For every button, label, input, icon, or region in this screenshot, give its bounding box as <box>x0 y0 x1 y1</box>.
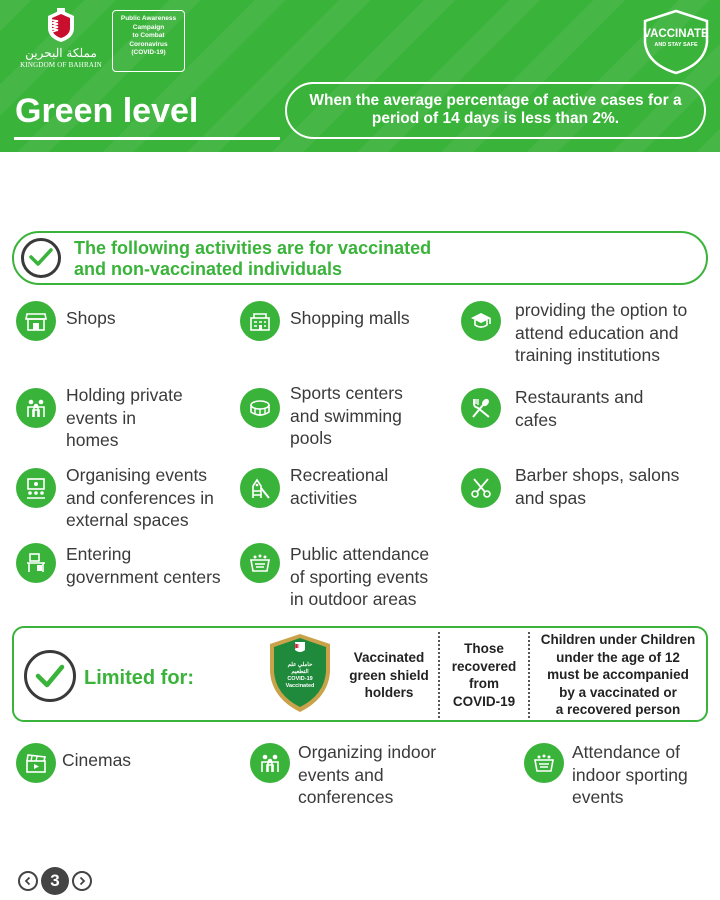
activity-line: activities <box>290 487 358 508</box>
fork-spoon-icon <box>461 388 501 428</box>
activity-barber <box>461 464 679 509</box>
activity-line: events and <box>298 764 384 785</box>
activity-label <box>290 464 388 509</box>
current-page-number: 3 <box>41 867 69 895</box>
limited-line: COVID-19 <box>452 693 516 709</box>
limited-line: Those <box>464 641 504 656</box>
chevron-left-icon <box>23 876 33 886</box>
prev-page-button[interactable] <box>18 871 38 891</box>
activity-line: government centers <box>66 566 221 587</box>
activity-line: of sporting events <box>290 566 429 587</box>
activity-label <box>298 741 436 809</box>
activity-label <box>66 543 221 588</box>
activity-label <box>290 382 403 450</box>
chevron-right-icon <box>77 876 87 886</box>
activity-label <box>66 464 214 532</box>
office-desk-icon <box>16 543 56 583</box>
limited-line: holders <box>364 685 414 700</box>
mall-icon <box>240 301 280 341</box>
banner-heading-line: The following activities are for vaccinated <box>74 238 432 258</box>
activity-line: cafes <box>515 409 557 430</box>
activity-label <box>290 543 429 611</box>
shop-icon <box>16 301 56 341</box>
shield-text <box>267 662 333 690</box>
limited-line: from <box>469 676 499 691</box>
activity-indoor-events <box>250 741 436 809</box>
limited-for-label: Limited for: <box>84 667 194 689</box>
limited-line: Children under Children <box>540 632 696 647</box>
stay-safe-text: AND STAY SAFE <box>654 42 698 48</box>
shield-line: Vaccinated <box>285 683 315 689</box>
crest-icon <box>44 8 78 44</box>
graduation-cap-icon <box>461 301 501 341</box>
activity-line: Organising events <box>66 465 208 485</box>
activity-external-events <box>16 464 214 532</box>
playground-icon <box>240 468 280 508</box>
limited-line: by a vaccinated or <box>559 684 677 700</box>
kingdom-logo <box>16 8 106 69</box>
activity-line: Organizing indoor <box>298 742 437 762</box>
activity-line: Attendance of <box>572 742 680 762</box>
limited-line: recovered <box>451 658 517 674</box>
activity-label <box>515 464 679 509</box>
activity-line: attend education and <box>515 322 679 343</box>
activity-line: and spas <box>515 487 587 508</box>
limited-line: Vaccinated <box>353 650 425 665</box>
activity-sports-centers <box>240 382 403 450</box>
activity-private-events <box>16 384 183 452</box>
limited-line: under the age of 12 <box>556 649 680 665</box>
activity-line: external spaces <box>66 510 189 530</box>
activity-line: events <box>572 787 624 807</box>
campaign-line: (COVID-19) <box>131 49 166 57</box>
activity-education <box>461 299 687 367</box>
recovered-text <box>444 640 524 710</box>
activity-line: in outdoor areas <box>290 589 417 609</box>
campaign-line: Coronavirus <box>129 40 168 48</box>
vaccinate-badge <box>641 8 711 76</box>
activity-line: Entering <box>66 544 132 564</box>
activity-line: Public attendance <box>290 544 430 564</box>
activity-line: conferences <box>298 787 394 807</box>
activity-line: Sports centers <box>290 383 403 403</box>
campaign-line: Public Awareness <box>120 15 177 22</box>
condition-pill: When the average percentage of active cases for a period of 14 days is less than 2%. <box>285 82 706 139</box>
activity-line: and swimming <box>290 405 402 426</box>
limited-line: a recovered person <box>555 702 681 717</box>
limited-line: must be accompanied <box>547 667 689 682</box>
activity-line: Recreational <box>290 465 389 485</box>
campaign-line: Campaign <box>132 23 165 31</box>
activity-shopping-malls <box>240 299 410 341</box>
activity-government <box>16 543 221 588</box>
activity-line: indoor sporting <box>572 764 688 785</box>
header-banner <box>0 0 720 152</box>
level-title: Green level <box>15 92 199 130</box>
people-icon <box>250 743 290 783</box>
activity-label <box>66 384 183 452</box>
activity-line: homes <box>66 430 119 450</box>
pager <box>18 867 92 895</box>
children-text <box>530 631 706 719</box>
scissors-comb-icon <box>461 468 501 508</box>
check-circle-icon <box>21 238 61 278</box>
stadium-icon <box>240 388 280 428</box>
people-icon <box>16 388 56 428</box>
dotted-divider <box>438 632 440 718</box>
activity-line: and conferences in <box>66 487 214 508</box>
arena-icon <box>240 543 280 583</box>
activity-line: training institutions <box>515 345 660 365</box>
vaccinated-holders-text <box>340 649 438 702</box>
logo-english-text: KINGDOM OF BAHRAIN <box>20 61 102 69</box>
activity-line: events in <box>66 407 137 428</box>
banner-heading <box>74 238 614 280</box>
activity-line: Restaurants and <box>515 387 644 407</box>
activity-label: Shops <box>66 308 116 328</box>
activity-label <box>515 386 643 431</box>
activity-label <box>515 299 687 367</box>
campaign-box <box>112 10 185 72</box>
activity-recreational <box>240 464 388 509</box>
activity-label: Shopping malls <box>290 308 410 328</box>
limited-line: green shield <box>349 667 429 683</box>
activity-restaurants <box>461 384 643 431</box>
shield-line: حاملي علم <box>287 662 313 668</box>
activity-label <box>572 741 688 809</box>
activity-indoor-sporting <box>524 741 688 809</box>
activity-line: Holding private <box>66 385 183 405</box>
green-shield-badge <box>267 632 333 714</box>
vaccinate-text: VACCINATE <box>643 28 709 40</box>
activity-label: Cinemas <box>62 750 132 770</box>
title-underline <box>14 137 280 140</box>
activity-sporting-outdoor <box>240 543 429 611</box>
activity-shops <box>16 299 116 341</box>
arena-icon <box>524 743 564 783</box>
shield-line: COVID-19 <box>287 676 313 682</box>
limited-for-box <box>12 626 708 722</box>
activity-cinemas <box>16 741 131 783</box>
clapperboard-icon <box>16 743 56 783</box>
check-circle-icon <box>24 650 76 702</box>
activity-line: providing the option to <box>515 300 688 320</box>
logo-arabic-text: مملكة البحرين <box>25 46 97 60</box>
conference-icon <box>16 468 56 508</box>
all-individuals-banner <box>12 231 708 285</box>
next-page-button[interactable] <box>72 871 92 891</box>
activity-line: Barber shops, salons <box>515 465 680 485</box>
banner-heading-line: and non-vaccinated individuals <box>74 259 343 279</box>
activity-line: pools <box>290 428 332 448</box>
campaign-line: to Combat <box>132 32 165 40</box>
shield-line: التطعيم <box>291 669 309 675</box>
